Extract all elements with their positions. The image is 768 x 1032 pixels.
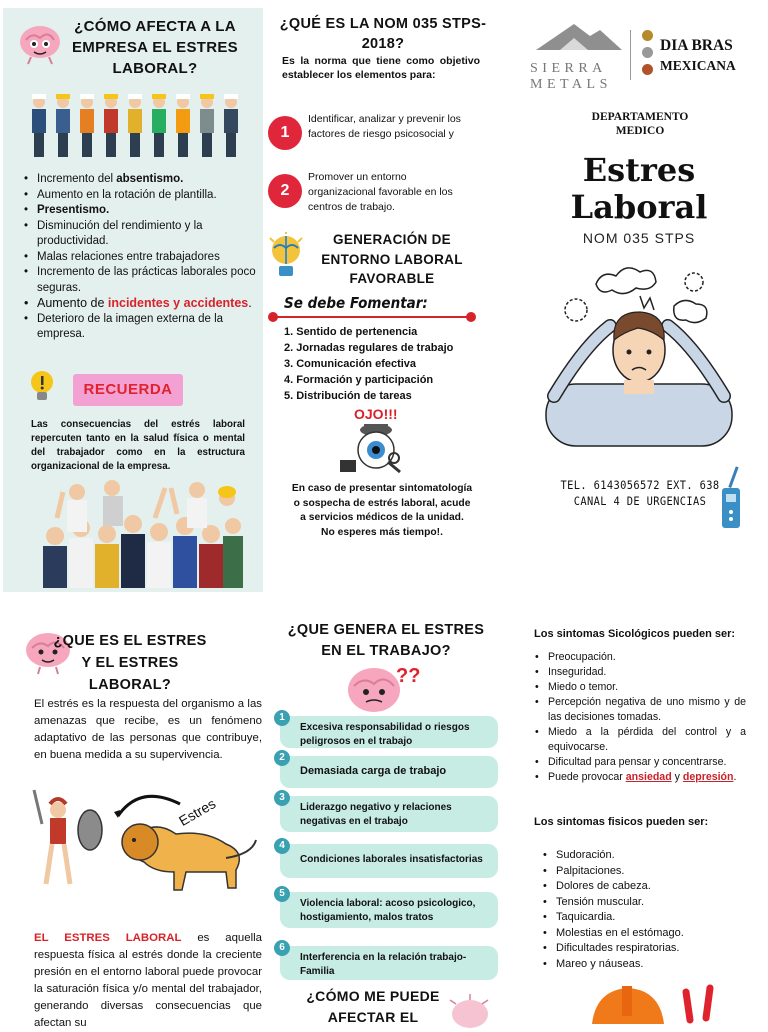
- anxiety-term: ansiedad: [625, 771, 672, 783]
- panel-cover: [510, 0, 768, 592]
- worker-figure: [58, 133, 68, 157]
- brochure-inside: [0, 600, 768, 1029]
- cause-text: Demasiada carga de trabajo: [300, 765, 447, 777]
- logo-text-sierra: SIERRA: [530, 61, 607, 76]
- mine-name-1: DIA BRAS: [660, 37, 733, 54]
- cause-number: 5: [274, 886, 290, 902]
- worker-figure: [104, 94, 118, 99]
- list-item: • Tensión muscular.: [540, 895, 756, 911]
- radio-channel: CANAL 4 DE URGENCIAS: [573, 495, 707, 508]
- list-item: 3. Comunicación efectiva: [284, 358, 417, 370]
- worker-figure: [224, 109, 238, 133]
- causes-title: ¿QUE GENERA EL ESTRES EN EL TRABAJO?: [287, 622, 485, 659]
- sierra-metals-logo: [530, 20, 626, 94]
- panel-what-is-stress: [0, 600, 270, 1029]
- cause-item-2: [279, 752, 498, 788]
- worker-figure: [202, 133, 212, 157]
- recuerda-banner: RECUERDA: [73, 374, 183, 406]
- list-item: • Aumento de incidentes y accidentes.: [21, 296, 259, 312]
- physical-symptoms-title: Los sintomas fisicos pueden ser:: [534, 816, 709, 828]
- depression-term: depresión: [682, 771, 734, 783]
- cause-text: Excesiva responsabilidad o riesgos peligrosos en el trabajo: [300, 722, 470, 747]
- list-item: • Sudoración.: [540, 848, 756, 864]
- cause-item-6: [279, 942, 498, 980]
- crowd-illustration: [37, 478, 245, 588]
- cause-number: 4: [274, 838, 290, 854]
- physical-symptoms-list: [540, 848, 756, 972]
- psych-symptoms-title: Los sintomas Sicológicos pueden ser:: [534, 628, 736, 640]
- list-item: • Presentismo.: [21, 203, 259, 219]
- cause-text: Interferencia en la relación trabajo-Familia: [300, 952, 467, 977]
- list-item: • Molestias en el estómago.: [540, 926, 756, 942]
- workers-illustration: [25, 92, 245, 158]
- affect-title: ¿CÓMO ME PUEDE AFECTAR EL: [306, 988, 440, 1025]
- list-item: • Disminución del rendimiento y la productividad.: [21, 219, 259, 250]
- brain-lightbulb-icon: [268, 232, 304, 280]
- work-stress-text: es aquella respuesta física al estrés donde la creciente presión en el entorno laboral puede provocar la saturación física y/o mental del trabajador, generando diversas consecuencias que afectan su: [34, 932, 262, 1029]
- sheet-gap: [0, 592, 768, 600]
- worker-figure: [226, 133, 236, 157]
- phone-number: TEL. 6143056572 EXT. 638: [560, 479, 720, 492]
- panel-company-effects: [3, 8, 263, 592]
- cause-number: 6: [274, 940, 290, 956]
- objective-text: Promover un entorno organizacional favorable en los centros de trabajo.: [308, 171, 453, 213]
- cause-item-4: [279, 840, 498, 878]
- lightbulb-icon: [29, 370, 55, 402]
- worker-figure: [200, 94, 214, 99]
- worker-figure: [32, 109, 46, 133]
- list-item: 2. Jornadas regulares de trabajo: [284, 342, 454, 354]
- psych-symptoms-list: [532, 650, 746, 785]
- worker-figure: [56, 94, 70, 99]
- list-item: • Taquicardia.: [540, 910, 756, 926]
- panel-nom035: [266, 0, 502, 592]
- list-item: • Dificultad para pensar y concentrarse.: [532, 755, 746, 770]
- cover-title-line-2: Laboral: [570, 188, 708, 226]
- list-item: • Deterioro de la imagen externa de la empresa.: [21, 312, 259, 343]
- panel-symptoms: [526, 600, 768, 1024]
- worker-figure: [32, 94, 46, 99]
- hardhat-worker-illustration: [582, 986, 732, 1024]
- worker-figure: [200, 109, 214, 133]
- mountain-icon: [530, 20, 626, 54]
- worker-figure: [154, 133, 164, 157]
- worker-figure: [80, 94, 94, 99]
- nom-subtitle: NOM 035 STPS: [582, 230, 696, 246]
- divider-line: [630, 30, 631, 80]
- department-label: DEPARTAMENTO MEDICO: [591, 111, 689, 137]
- worker-figure: [128, 109, 142, 133]
- list-item: 4. Formación y participación: [284, 374, 434, 386]
- nom-intro: Es la norma que tiene como objetivo establecer los elementos para:: [282, 55, 480, 81]
- worker-figure: [176, 109, 190, 133]
- estres-label: Estres: [176, 795, 219, 829]
- logo-text-metals: METALS: [530, 77, 612, 92]
- worker-figure: [128, 94, 142, 99]
- work-stress-term: EL ESTRES LABORAL: [34, 932, 182, 944]
- divider-dot-left: [268, 312, 278, 322]
- cause-item-1: [279, 712, 498, 748]
- list-item: • Preocupación.: [532, 650, 746, 665]
- list-item: • Incremento del absentismo.: [21, 172, 259, 188]
- worker-figure: [152, 109, 166, 133]
- stress-definition: El estrés es la respuesta del organismo a las amenazas que recibe, es un fenómeno adaptativo de las personas que contribuye, en buena medida a su supervivencia.: [34, 698, 262, 761]
- consequences-text: Las consecuencias del estrés laboral repercuten tanto en la salud física o mental del trabajador como en la estructura organizacional de la empresa.: [31, 419, 245, 472]
- list-item: • Dolores de cabeza.: [540, 879, 756, 895]
- contact-info: [557, 478, 723, 510]
- cause-item-5: [279, 888, 498, 928]
- cause-number: 1: [274, 710, 290, 726]
- cause-text: Condiciones laborales insatisfactorias: [300, 854, 483, 865]
- list-item: • Palpitaciones.: [540, 864, 756, 880]
- worker-figure: [104, 109, 118, 133]
- nom-title: ¿QUÉ ES LA NOM 035 STPS- 2018?: [279, 16, 487, 52]
- list-item: • Miedo a la pérdida del control y a equivocarse.: [532, 725, 746, 755]
- objective-text: Identificar, analizar y prevenir los factores de riesgo psicosocial y: [308, 113, 461, 140]
- list-item: • Mareo y náuseas.: [540, 957, 756, 973]
- list-item: • Inseguridad.: [532, 665, 746, 680]
- list-item: • Miedo o temor.: [532, 680, 746, 695]
- list-item: • Incremento de las prácticas laborales poco seguras.: [21, 265, 259, 296]
- work-stress-definition: [34, 930, 262, 1032]
- mine-name: [660, 36, 736, 76]
- worker-figure: [80, 109, 94, 133]
- gladiator-vs-lion-illustration: [30, 784, 262, 904]
- list-item: 5. Distribución de tareas: [284, 390, 412, 402]
- list-item: • Dificultades respiratorias.: [540, 941, 756, 957]
- stressed-man-illustration: [544, 266, 734, 446]
- worker-figure: [130, 133, 140, 157]
- list-item: 1. Sentido de pertenencia: [284, 326, 418, 338]
- list-item: • Puede provocar ansiedad y depresión.: [532, 770, 746, 785]
- list-item: • Aumento en la rotación de plantilla.: [21, 188, 259, 204]
- worker-figure: [152, 94, 166, 99]
- list-item: • Percepción negativa de uno mismo y de las decisiones tomadas.: [532, 695, 746, 725]
- panel-title: ¿CÓMO AFECTA A LA EMPRESA EL ESTRES LABORAL?: [72, 18, 238, 77]
- cause-number: 2: [274, 750, 290, 766]
- cause-text: Liderazgo negativo y relaciones negativas en el trabajo: [300, 802, 452, 827]
- cause-text: Violencia laboral: acoso psicologico, hostigamiento, malos tratos: [300, 898, 476, 923]
- fomentar-heading: Se debe Fomentar:: [284, 294, 428, 312]
- warning-text: [290, 482, 474, 540]
- worker-figure: [178, 133, 188, 157]
- worker-figure: [56, 109, 70, 133]
- divider-dot-right: [466, 312, 476, 322]
- mine-dots-icon: [642, 30, 654, 80]
- brain-question-icon: [344, 658, 420, 718]
- radio-icon: [718, 466, 744, 532]
- stress-title: ¿QUE ES EL ESTRES Y EL ESTRES LABORAL?: [53, 633, 207, 693]
- eye-mascot-icon: [336, 422, 406, 480]
- worker-figure: [106, 133, 116, 157]
- company-effects-list: [21, 172, 259, 343]
- cover-title-line-1: Estres: [582, 151, 696, 189]
- fomentar-divider: [272, 316, 472, 318]
- worker-figure: [82, 133, 92, 157]
- list-item: • Malas relaciones entre trabajadores: [21, 250, 259, 266]
- fomentar-list: [284, 324, 494, 404]
- cause-item-3: [279, 792, 498, 832]
- worker-figure: [34, 133, 44, 157]
- svg-text:??: ??: [396, 665, 421, 687]
- warning-body: En caso de presentar sintomatología o sospecha de estrés laboral, acude a servicios médicos de la unidad.: [291, 483, 473, 523]
- number-badge-2: 2: [268, 174, 302, 208]
- mine-name-2: MEXICANA: [660, 58, 736, 73]
- brain-mascot-icon: [448, 992, 492, 1024]
- worker-figure: [224, 94, 238, 99]
- ojo-label: OJO!!!: [354, 406, 398, 422]
- generation-title: GENERACIÓN DE ENTORNO LABORAL FAVORABLE: [321, 232, 463, 286]
- worker-figure: [176, 94, 190, 99]
- number-badge-1: 1: [268, 116, 302, 150]
- cause-number: 3: [274, 790, 290, 806]
- cover-title: [540, 152, 738, 226]
- warning-cta: No esperes más tiempo!.: [321, 526, 443, 538]
